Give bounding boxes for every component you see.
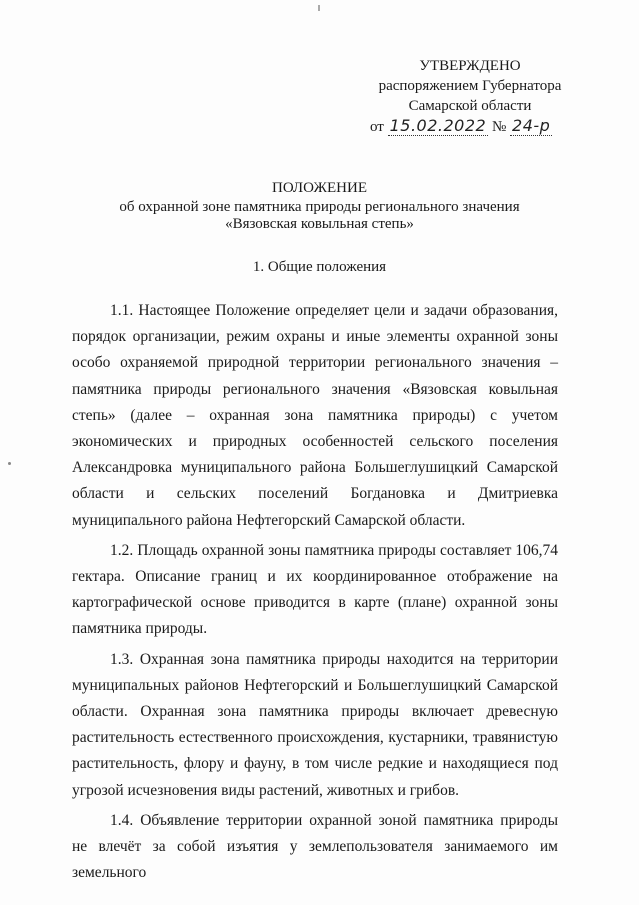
approval-stamp <box>360 56 580 137</box>
section-heading: 1. Общие положения <box>252 259 387 275</box>
paragraph-1-2: 1.2. Площадь охранной зоны памятника природы составляет 106,74 гектара. Описание границ и их координированное отображение на картографической основе приводится в карте (плане) охранной зоны памятника природы. <box>72 541 558 638</box>
approval-region: Самарской области <box>408 98 532 114</box>
scan-artifact <box>318 5 320 11</box>
document-title: ПОЛОЖЕНИЕ <box>272 180 367 196</box>
scan-artifact <box>8 462 11 465</box>
handwritten-date: 15.02.2022 <box>389 116 487 135</box>
approval-title: УТВЕРЖДЕНО <box>419 58 521 74</box>
paragraph-1-4: 1.4. Объявление территории охранной зоной памятника природы не влечёт за собой изъятия у землепользователя занимаемого им земельного <box>72 811 558 882</box>
date-prefix: от <box>370 119 384 135</box>
document-body <box>72 298 558 890</box>
number-prefix: № <box>491 119 507 135</box>
paragraph-1-1: 1.1. Настоящее Положение определяет цели и задачи образования, порядок организации, режим охраны и иные элементы охранной зоны особо охраняемой природной территории регионального значения – памятника природы регионального значения «Вязовская ковыльная степь» (далее – охранная зона памятника природы) с учетом экономических и природных особенностей сельского поселения Александровка муниципального района Большеглушицкий Самарской области и сельских поселений Богдановка и Дмитриевка муниципального района Нефтегорский Самарской области. <box>72 302 558 529</box>
protected-area-name: «Вязовская ковыльная степь» <box>225 216 414 232</box>
document-subtitle: об охранной зоне памятника природы регионального значения <box>119 199 520 215</box>
approval-date-line <box>360 116 580 137</box>
handwritten-number: 24-р <box>512 116 551 135</box>
approval-authority: распоряжением Губернатора <box>378 78 562 94</box>
paragraph-1-3: 1.3. Охранная зона памятника природы находится на территории муниципальных районов Нефтегорский и Большеглушицкий Самарской области. Охранная зона памятника природы включает древесную растительность естественного происхождения, кустарники, травянистую растительность, флору и фауну, в том числе редкие и находящиеся под угрозой исчезновения виды растений, животных и грибов. <box>72 650 558 799</box>
